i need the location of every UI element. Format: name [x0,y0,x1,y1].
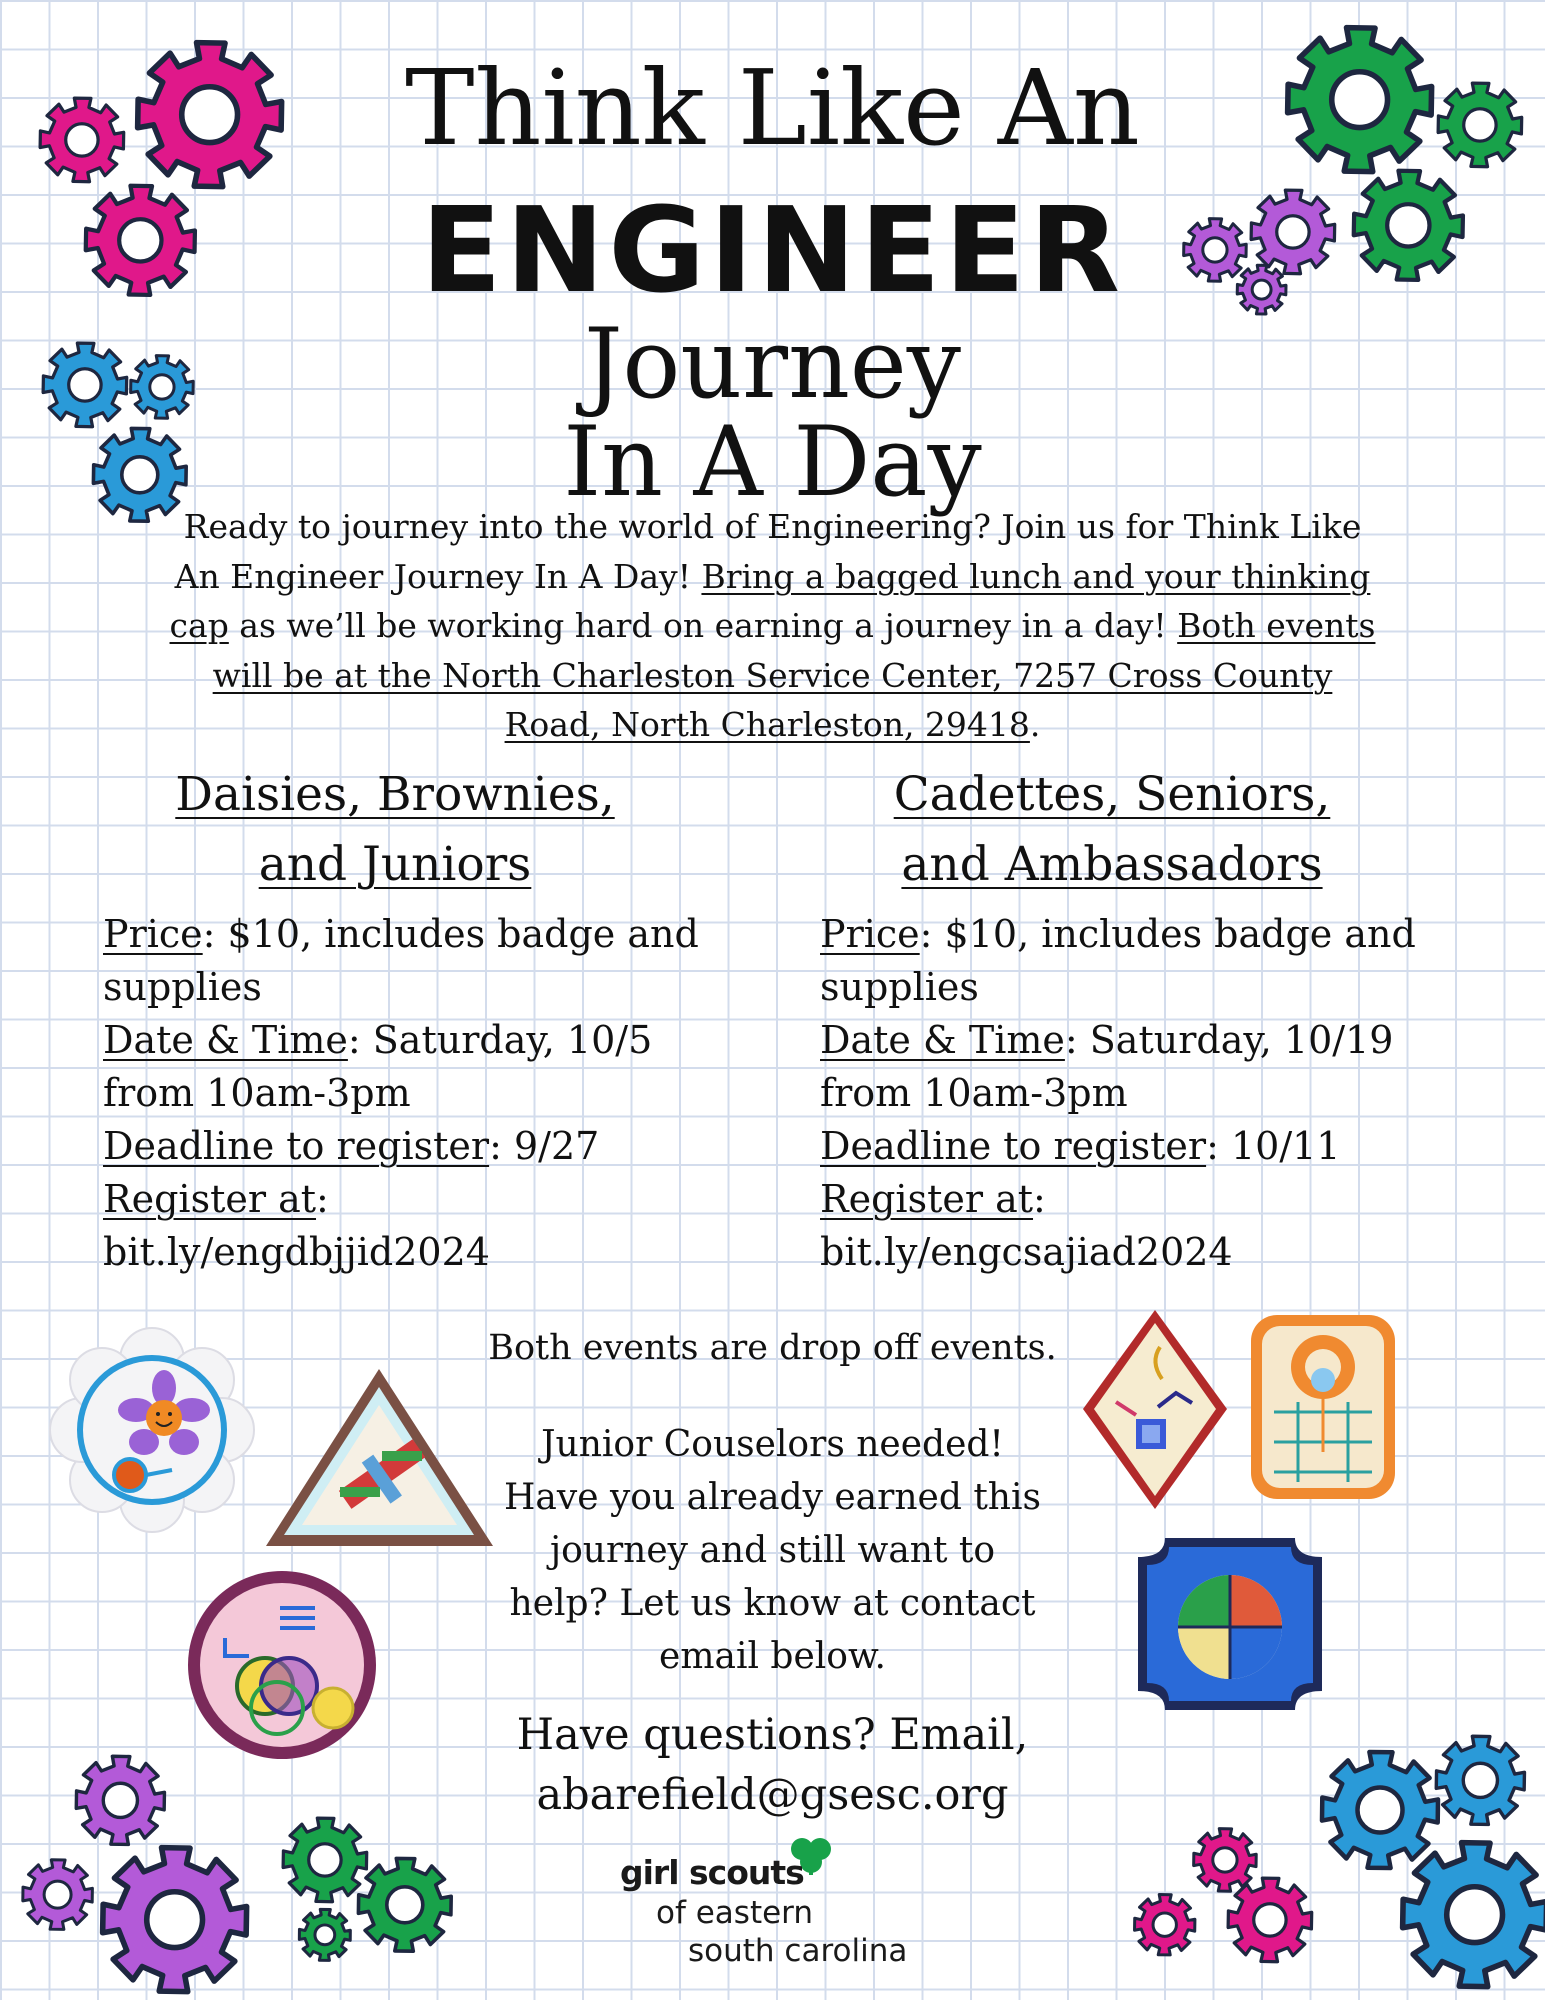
gear-icon [1284,24,1435,175]
date-row [103,1014,723,1120]
logo-girl-scouts: girl scouts [620,1853,804,1892]
logo-south-carolina: south carolina [688,1933,908,1969]
register-colon: : [316,1177,329,1221]
gear-icon [1226,1876,1314,1964]
date-value: : Saturday, 10/5 from 10am-3pm [103,1018,653,1115]
gear-icon [1434,1734,1527,1827]
gear-icon [38,96,126,184]
deadline-label: Deadline to register [103,1124,490,1168]
gear-icon [1436,81,1524,169]
deadline-row [103,1120,723,1173]
intro-text-1: Ready to journey into the world of Engineering? Join us for Think Like An Engineer Journey In A Day! [174,507,1362,596]
register-link[interactable]: bit.ly/engcsajiad2024 [820,1230,1233,1274]
gear-icon [99,1844,250,1995]
gear-icon [1249,188,1337,276]
price-label: Price [820,912,920,956]
intro-location: Both events will be at the North Charleston Service Center, 7257 Cross County Road, North Charleston, 29418 [212,606,1376,744]
questions-line: Have questions? Email, [516,1710,1029,1760]
gear-icon [134,39,285,190]
brownie-badge-icon [262,1365,497,1550]
gear-icon [1399,1839,1545,1990]
price-value: : $10, includes badge and supplies [103,912,699,1009]
title-journey: Journey [584,308,961,420]
title-think-like-an: Think Like An [405,47,1140,169]
title-engineer: ENGINEER [421,181,1124,319]
junior-badge-icon [185,1568,380,1763]
register-label: Register at [820,1177,1034,1221]
gear-icon [356,1856,454,1954]
price-row [103,908,723,1014]
event-heading-line1: Daisies, Brownies, [175,767,615,822]
deadline-value: : 9/27 [489,1124,600,1168]
date-row [820,1014,1440,1120]
intro-lunch-note: Bring a bagged lunch and your thinking cap [169,556,1371,645]
price-label: Price [103,912,203,956]
register-row [103,1173,723,1226]
price-value: : $10, includes badge and supplies [820,912,1416,1009]
gear-icon [74,1754,167,1847]
date-label: Date & Time [103,1018,348,1062]
contact-email[interactable]: abarefield@gsesc.org [536,1770,1009,1820]
gear-icon [41,341,129,429]
gear-icon [298,1908,352,1962]
register-label: Register at [103,1177,317,1221]
event-heading-younger [150,760,640,900]
deadline-label: Deadline to register [820,1124,1207,1168]
gear-icon [1133,1893,1196,1956]
daisy-badge-icon [52,1330,252,1530]
register-colon: : [1033,1177,1046,1221]
gear-icon [21,1858,94,1931]
intro-text-2: as we’ll be working hard on earning a journey in a day! [228,606,1178,645]
gear-icon [1236,264,1287,315]
gear-icon [129,354,195,420]
deadline-row [820,1120,1440,1173]
deadline-value: : 10/11 [1206,1124,1341,1168]
event-heading-line2: and Juniors [258,837,532,892]
event-details-younger [103,908,723,1279]
intro-text-3: . [1029,705,1041,744]
event-details-older [820,908,1440,1279]
event-heading-older [862,760,1362,900]
intro-paragraph [165,502,1380,750]
event-heading-line2: and Ambassadors [901,837,1323,892]
register-link[interactable]: bit.ly/engdbjjid2024 [103,1230,490,1274]
gear-icon [1351,168,1466,283]
counselors-note: Junior Couselors needed! Have you already earned this journey and still want to help? Let us know at contact email below. [504,1424,1041,1677]
date-label: Date & Time [820,1018,1065,1062]
event-heading-line1: Cadettes, Seniors, [893,767,1331,822]
ambassador-badge-icon [1135,1535,1325,1713]
register-row [820,1173,1440,1226]
senior-badge-icon [1248,1312,1398,1502]
logo-of-eastern: of eastern [656,1895,814,1931]
title-in-a-day: In A Day [563,406,982,518]
dropoff-note: Both events are drop off events. [488,1328,1057,1368]
gsesc-logo [620,1835,920,1985]
date-value: : Saturday, 10/19 from 10am-3pm [820,1018,1394,1115]
gear-icon [83,183,198,298]
questions-contact [460,1705,1085,1825]
price-row [820,908,1440,1014]
cadette-badge-icon [1080,1307,1230,1512]
